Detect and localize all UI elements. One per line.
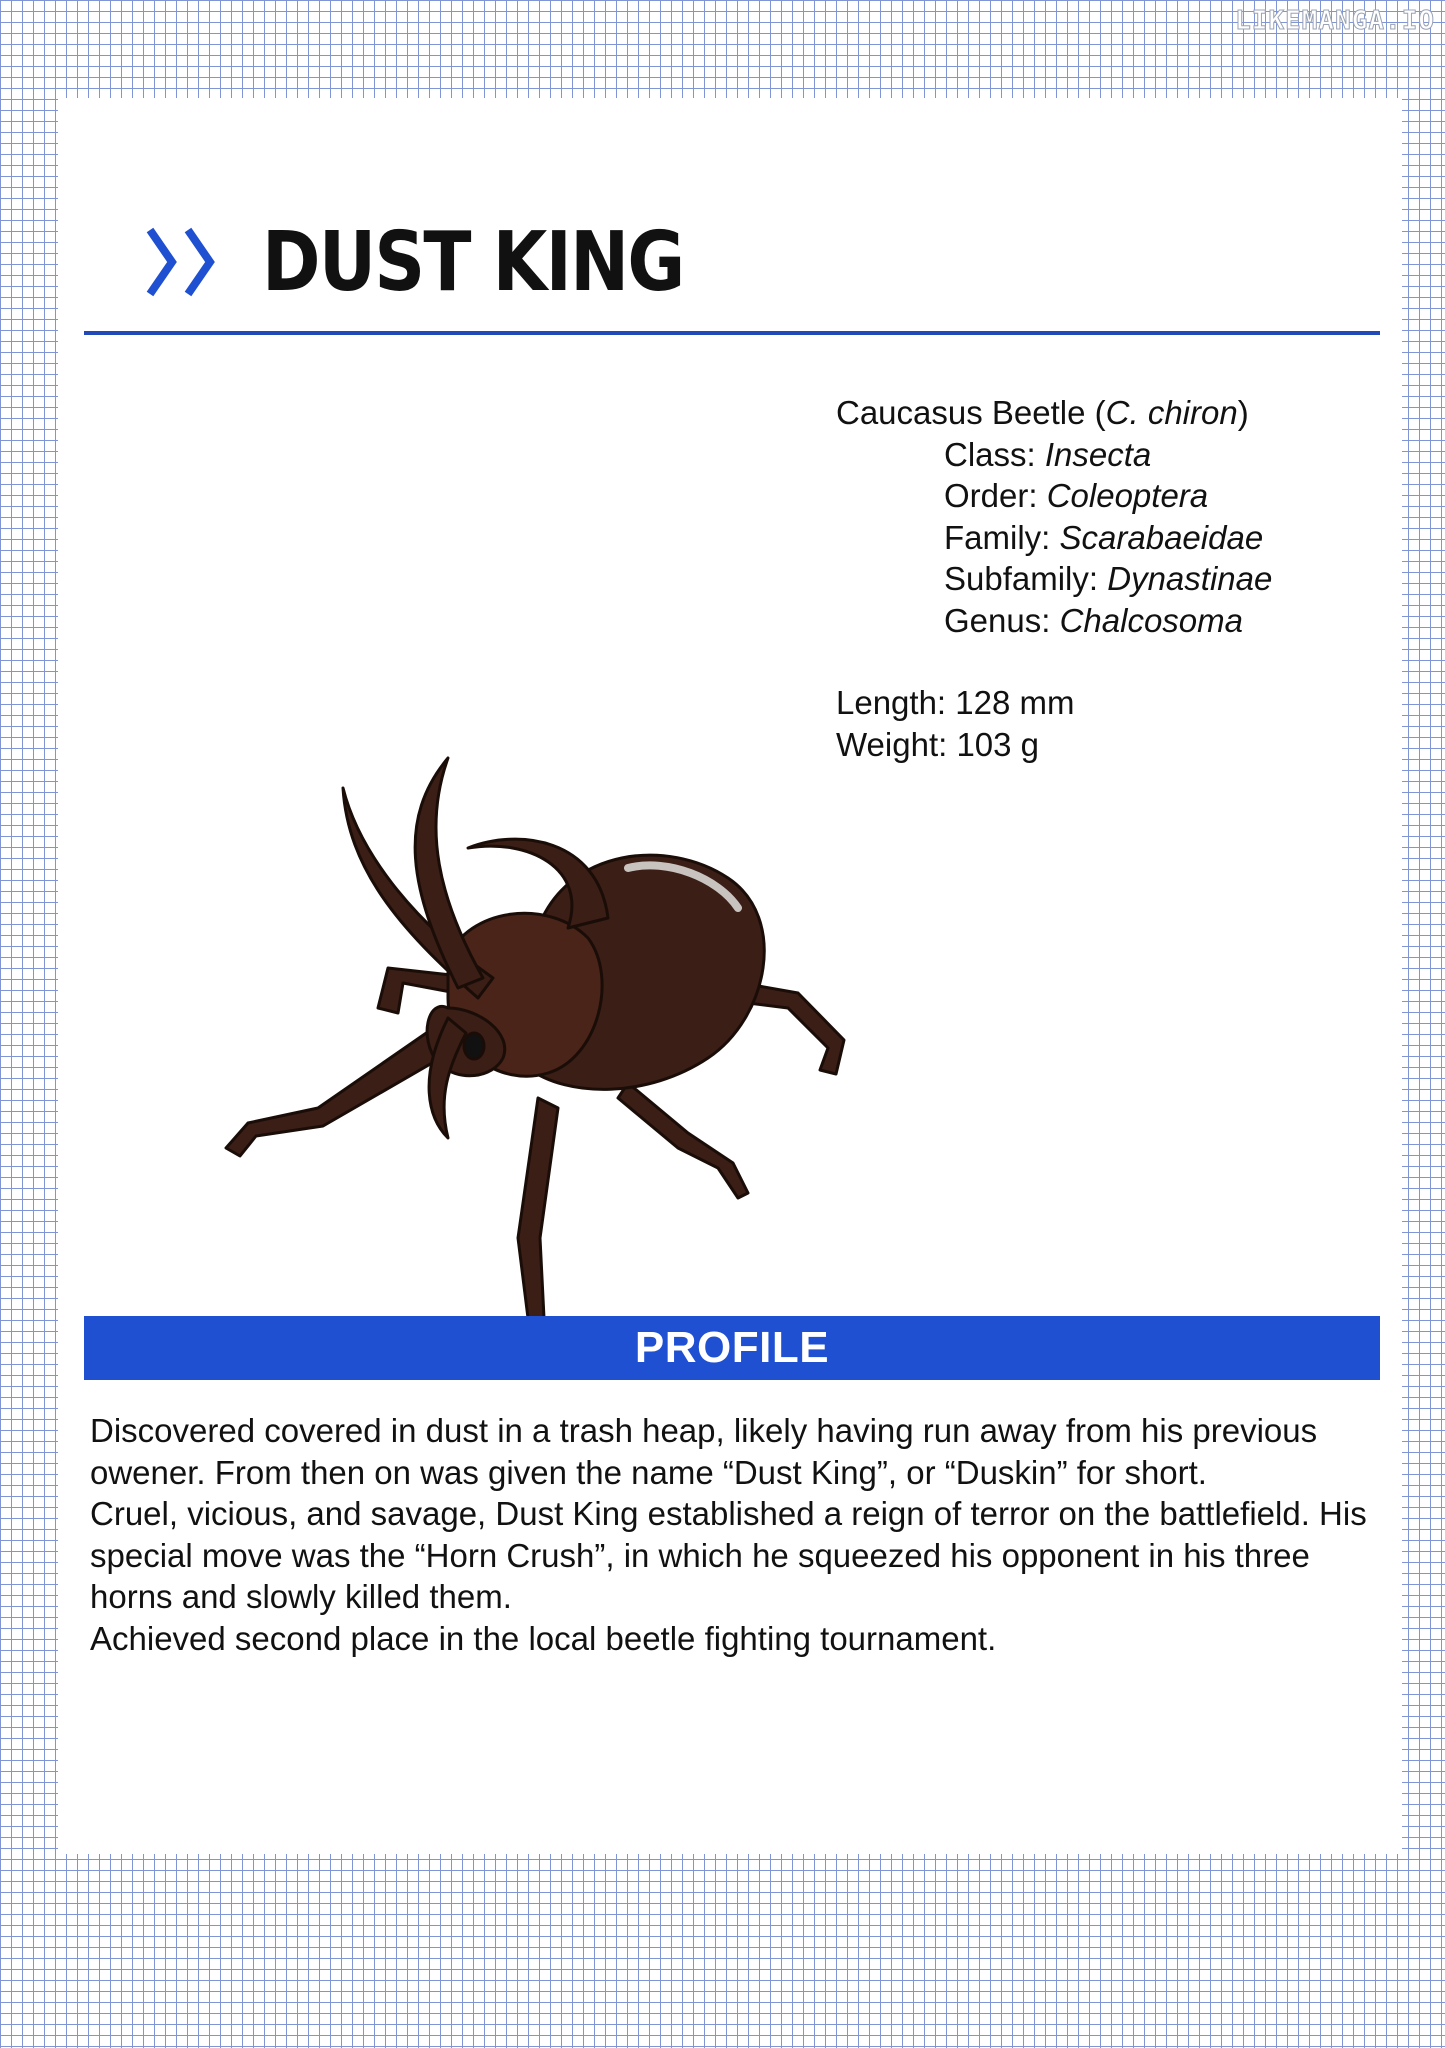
profile-paragraph: Cruel, vicious, and savage, Dust King established a reign of terror on the battlefield. His special move was the “Horn Crush”, in which he squeezed his opponent in his three horns and slowly killed them.	[90, 1495, 1367, 1615]
profile-heading: PROFILE	[634, 1323, 830, 1372]
taxonomy-row: Class: Insecta	[944, 435, 1152, 473]
double-chevron-icon	[142, 222, 228, 302]
species-name: Caucasus Beetle	[836, 394, 1086, 431]
page-title: DUST KING	[262, 214, 684, 310]
species-scientific: C. chiron	[1105, 394, 1238, 431]
species-line: Caucasus Beetle (C. chiron)	[836, 394, 1249, 431]
profile-paragraph: Discovered covered in dust in a trash heap, likely having run away from his previous owener. From then on was given the name “Dust King”, or “Duskin” for short.	[90, 1412, 1318, 1491]
taxonomy-row: Order: Coleoptera	[944, 477, 1209, 514]
beetle-illustration	[148, 678, 948, 1378]
weight-line: Weight: 103 g	[836, 725, 1040, 763]
profile-heading-band	[84, 1316, 1380, 1380]
taxonomy-row: Family: Scarabaeidae	[944, 518, 1264, 556]
title-divider	[84, 331, 1380, 335]
site-watermark: LIKEMANGA.IO	[1235, 6, 1435, 36]
profile-card	[58, 98, 1402, 1854]
profile-paragraph: Achieved second place in the local beetle fighting tournament.	[90, 1619, 997, 1657]
title-row	[142, 212, 752, 312]
taxonomy-row: Genus: Chalcosoma	[944, 601, 1243, 639]
profile-text	[90, 1410, 1380, 1659]
length-line: Length: 128 mm	[836, 684, 1075, 721]
taxonomy-row: Subfamily: Dynastinae	[944, 560, 1273, 597]
